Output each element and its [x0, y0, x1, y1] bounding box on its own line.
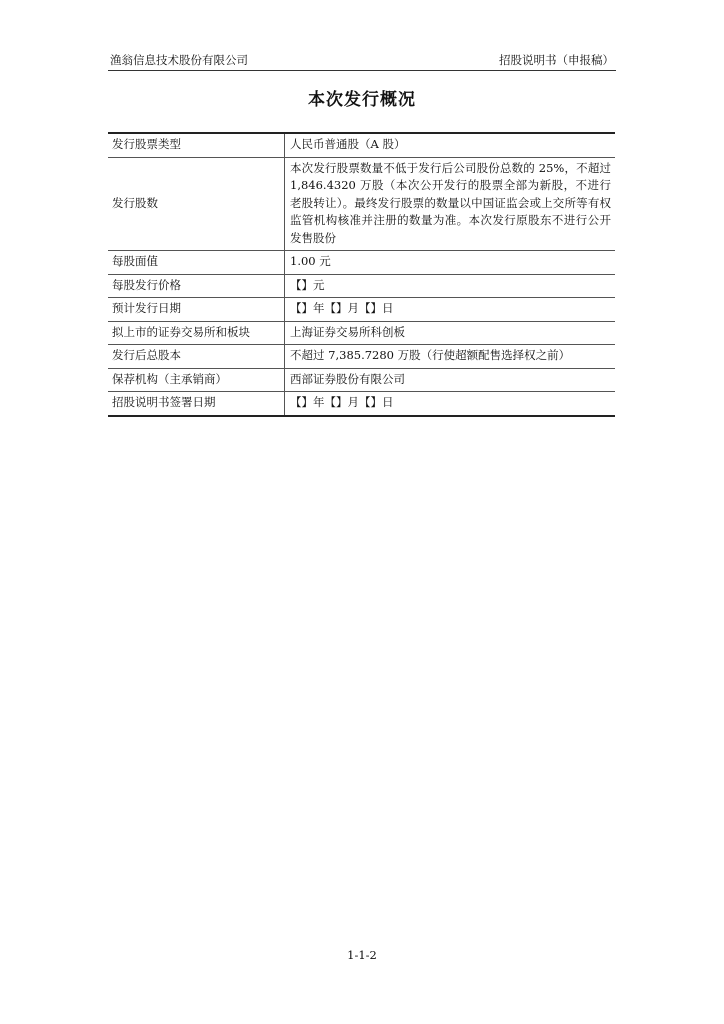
row-label: 发行后总股本	[108, 345, 285, 369]
row-label: 预计发行日期	[108, 298, 285, 322]
row-value: 不超过 7,385.7280 万股（行使超额配售选择权之前）	[290, 348, 571, 362]
row-value: 西部证券股份有限公司	[290, 371, 405, 386]
document-type: 招股说明书（申报稿）	[499, 53, 614, 67]
table-row-total-shares	[108, 345, 615, 369]
row-label: 拟上市的证券交易所和板块	[108, 321, 285, 345]
table-row-share-count	[108, 157, 615, 251]
table-row-listing-exchange	[108, 321, 615, 345]
row-label: 发行股票类型	[108, 133, 285, 157]
company-name: 渔翁信息技术股份有限公司	[110, 53, 248, 67]
page-title: 本次发行概况	[308, 90, 416, 110]
table-row-par-value	[108, 251, 615, 275]
row-value: 【】年【】月【】日	[290, 301, 394, 315]
row-value: 【】年【】月【】日	[290, 395, 394, 409]
table-row-issue-date	[108, 298, 615, 322]
row-label: 每股发行价格	[108, 274, 285, 298]
row-value: 人民币普通股（A 股）	[290, 137, 406, 151]
row-label: 每股面值	[108, 251, 285, 275]
table-row-issue-price	[108, 274, 615, 298]
page-header	[108, 52, 616, 71]
table-row-sponsor	[108, 368, 615, 392]
row-label: 招股说明书签署日期	[108, 392, 285, 416]
row-value: 上海证券交易所科创板	[290, 324, 405, 339]
page-number: 1-1-2	[347, 948, 377, 962]
row-label: 发行股数	[108, 157, 285, 251]
table-row-stock-type	[108, 133, 615, 157]
issuance-overview-table	[108, 132, 615, 417]
row-value: 1.00 元	[290, 254, 331, 268]
row-label: 保荐机构（主承销商）	[108, 368, 285, 392]
row-value: 【】元	[290, 277, 325, 292]
row-value: 本次发行股票数量不低于发行后公司股份总数的 25%，不超过 1,846.4320 万股（本次公开发行的股票全部为新股，不进行老股转让）。最终发行股票的数量以中国证监会或上交所等有权监管机构核准并注册的数量为准。本次发行原股东不进行公开发售股份	[290, 160, 611, 245]
table-row-signing-date	[108, 392, 615, 416]
